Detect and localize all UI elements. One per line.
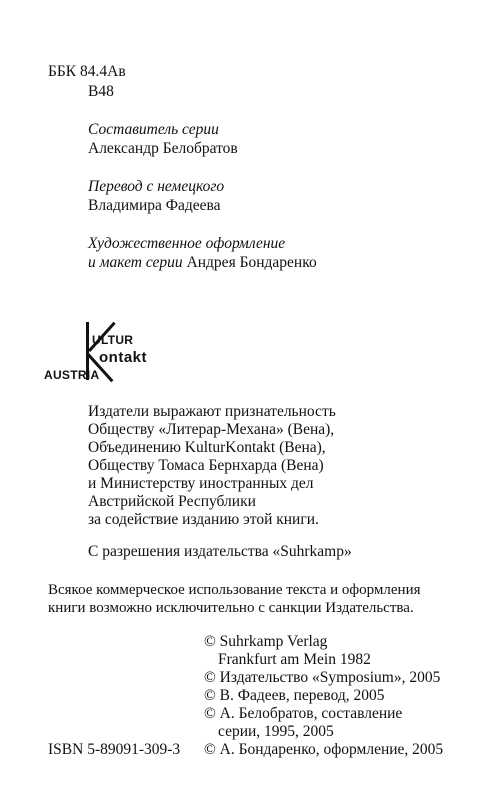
thanks-line: за содействие изданию этой книги. xyxy=(88,511,319,528)
copyright-line: Frankfurt am Mein 1982 xyxy=(218,651,371,668)
series-compiler-label: Составитель серии xyxy=(88,121,219,138)
bbk-code: ББК 84.4Ав xyxy=(48,63,126,80)
copyright-line: © А. Бондаренко, оформление, 2005 xyxy=(204,741,444,758)
copyright-line: © В. Фадеев, перевод, 2005 xyxy=(204,687,385,704)
usage-line: Всякое коммерческое использование текста и оформления xyxy=(48,582,421,598)
kulturkontakt-logo xyxy=(44,322,204,392)
series-compiler-name: Александр Белобратов xyxy=(88,140,238,157)
isbn: ISBN 5-89091-309-3 xyxy=(48,741,181,758)
thanks-line: и Министерству иностранных дел xyxy=(88,475,314,492)
permission-note: С разрешения издательства «Suhrkamp» xyxy=(88,543,352,560)
usage-line: книги возможно исключительно с санкции Издательства. xyxy=(48,600,414,616)
copyright-line: © Издательство «Symposium», 2005 xyxy=(204,669,441,686)
author-mark: В48 xyxy=(88,83,114,100)
designer-name: Андрея Бондаренко xyxy=(186,254,317,271)
thanks-line: Австрийской Республики xyxy=(88,493,256,510)
design-label-cont: и макет серии xyxy=(88,254,183,271)
thanks-line: Обществу «Литерар-Механа» (Вена), xyxy=(88,421,335,438)
translator-name: Владимира Фадеева xyxy=(88,197,221,214)
translation-label: Перевод с немецкого xyxy=(88,178,225,195)
logo-word-austria: AUSTRIA xyxy=(44,368,100,382)
copyright-line: © Suhrkamp Verlag xyxy=(204,633,328,650)
thanks-line: Обществу Томаса Бернхарда (Вена) xyxy=(88,457,324,474)
thanks-line: Объединению KulturKontakt (Вена), xyxy=(88,439,326,456)
copyright-line: серии, 1995, 2005 xyxy=(218,723,334,740)
copyright-line: © А. Белобратов, составление xyxy=(204,705,403,722)
logo-word-kultur: ULTUR xyxy=(92,333,134,347)
logo-word-kontakt: ontakt xyxy=(99,349,147,366)
design-line xyxy=(88,254,317,272)
thanks-line: Издатели выражают признательность xyxy=(88,403,336,420)
design-label: Художественное оформление xyxy=(88,235,286,252)
